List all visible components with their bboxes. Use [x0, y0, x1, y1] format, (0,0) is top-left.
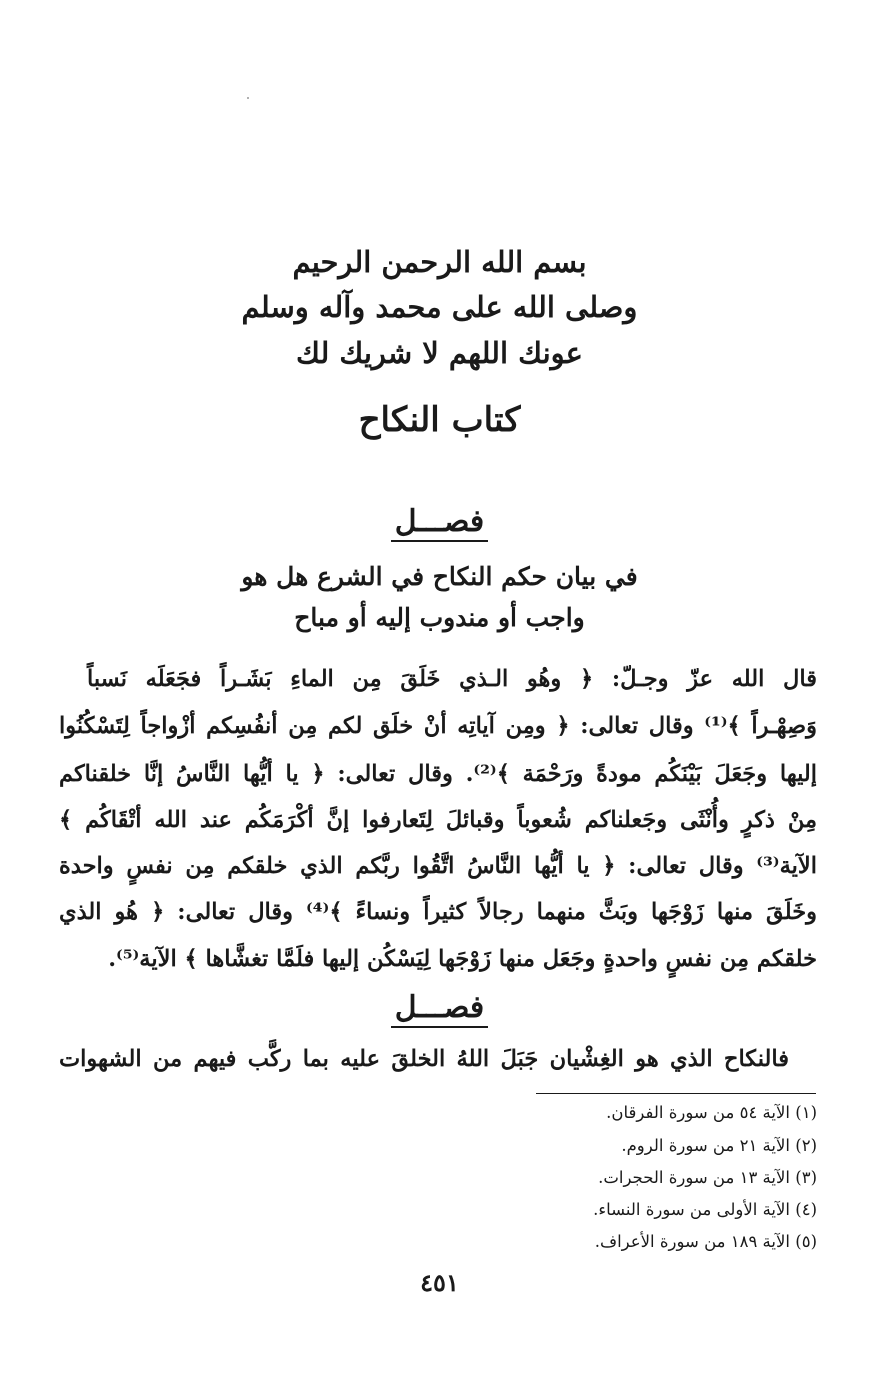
footnote-5: (٥) الآية ١٨٩ من سورة الأعراف.	[594, 1232, 817, 1251]
section-heading-1-text: فصـــل	[391, 505, 488, 542]
basmala-line-2: وصلى الله على محمد وآله وسلم	[241, 290, 638, 324]
footnote-separator	[536, 1093, 816, 1094]
body-line-5: الآية⁽³⁾ وقال تعالى: ﴿ يا أيُّها النَّاسُ اتَّقُوا ربَّكم الذي خلقكم مِن نفسٍ واحدة	[59, 853, 817, 879]
section-2-first-line: فالنكاح الذي هو الغِشْيان جَبَلَ اللهُ الخلقَ عليه بما ركَّب فيهم من الشهوات	[59, 1046, 789, 1072]
footnote-4: (٤) الآية الأولى من سورة النساء.	[593, 1200, 817, 1219]
footnote-3: (٣) الآية ١٣ من سورة الحجرات.	[598, 1168, 817, 1187]
footnote-2: (٢) الآية ٢١ من سورة الروم.	[621, 1136, 817, 1155]
page-number: ٤٥١	[420, 1268, 459, 1297]
section-heading-2	[0, 990, 879, 1028]
basmala-line-1: بسم الله الرحمن الرحيم	[292, 245, 587, 279]
section-heading-2-text: فصـــل	[391, 991, 488, 1028]
body-line-1: قال الله عزّ وجـلّ: ﴿ وهُو الـذي خَلَقَ مِن الماءِ بَشَـراً فجَعَلَه نَسباً	[87, 666, 817, 692]
basmala-line-3: عونك اللهم لا شريك لك	[296, 336, 583, 370]
body-line-7: خلقكم مِن نفسٍ واحدةٍ وجَعَل منها زَوْجَها لِيَسْكُن إليها فلَمَّا تغشَّاها ﴾ الآية⁽⁵⁾.	[108, 946, 817, 972]
body-line-2: وَصِهْـراً ﴾⁽¹⁾ وقال تعالى: ﴿ ومِن آياتِه أنْ خلَق لكم مِن أنفُسِكم أزْواجاً لِتَسْكُنُوا	[59, 713, 817, 739]
footnote-1: (١) الآية ٥٤ من سورة الفرقان.	[606, 1103, 817, 1122]
body-line-3: إليها وجَعَلَ بَيْنَكُم مودةً ورَحْمَة ﴾⁽²⁾. وقال تعالى: ﴿ يا أيُّها النَّاسُ إنَّا خلقناكم	[59, 761, 817, 787]
section-subtitle-line-1: في بيان حكم النكاح في الشرع هل هو	[241, 562, 638, 591]
speck	[247, 97, 249, 99]
book-title: كتاب النكاح	[358, 400, 521, 440]
section-heading-1	[0, 504, 879, 542]
section-subtitle-line-2: واجب أو مندوب إليه أو مباح	[294, 603, 585, 632]
body-line-4: مِنْ ذكرٍ وأُنْثَى وجَعلناكم شُعوباً وقبائلَ لِتَعارفوا إنَّ أكْرَمَكُم عند الله أتْقَاكُم ﴾	[59, 807, 817, 833]
body-line-6: وخَلَقَ منها زَوْجَها وبَثَّ منهما رجالاً كثيراً ونساءً ﴾⁽⁴⁾ وقال تعالى: ﴿ هُو الذي	[59, 899, 818, 925]
